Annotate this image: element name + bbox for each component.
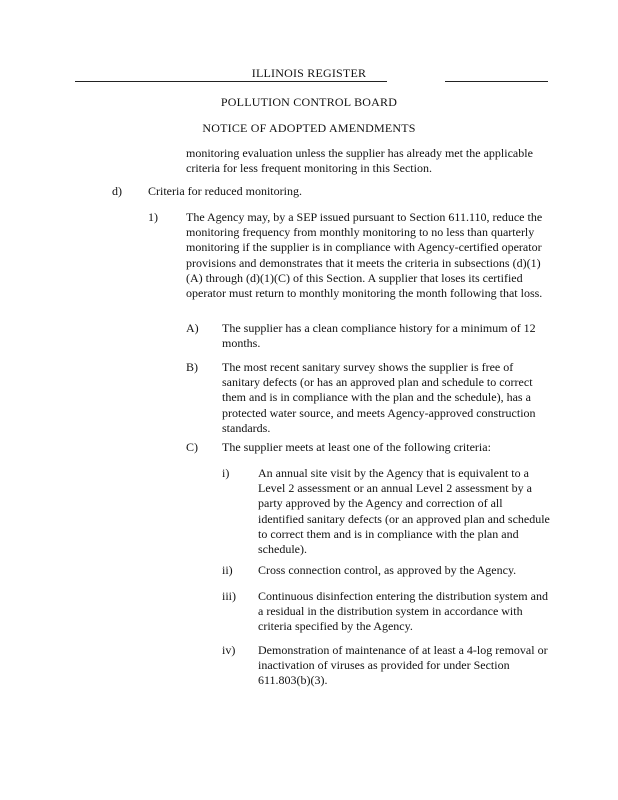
item-iv-text: Demonstration of maintenance of at least a 4-log removal or inactivation of viruses as provided for under Section 611.803(b)(3). xyxy=(258,643,548,688)
item-1-text: The Agency may, by a SEP issued pursuant to Section 611.110, reduce the monitoring frequency from monthly monitoring to no less than quarterly monitoring if the supplier is in compliance with Agency-certified operator provisions and demonstrates that it meets the criteria in subsections (d)(1)(A) through (d)(1)(C) of this Section. A supplier that loses its certified operator must return to monthly monitoring the month following that loss. xyxy=(186,210,543,301)
item-ii-label: ii) xyxy=(222,563,233,577)
item-iii-label: iii) xyxy=(222,589,236,603)
item-B-label: B) xyxy=(186,360,198,374)
item-A-label: A) xyxy=(186,321,199,335)
subsection-d-text: Criteria for reduced monitoring. xyxy=(148,184,302,198)
item-1-label: 1) xyxy=(148,210,158,224)
item-C-text: The supplier meets at least one of the following criteria: xyxy=(222,440,491,454)
item-i-text: An annual site visit by the Agency that is equivalent to a Level 2 assessment or an annual Level 2 assessment by a party approved by the Agency and correction of all identified sanitary defects (or an approved plan and schedule to correct them and is in compliance with the plan and schedule). xyxy=(258,466,550,557)
item-ii-text: Cross connection control, as approved by the Agency. xyxy=(258,563,517,577)
board-title: POLLUTION CONTROL BOARD xyxy=(220,95,398,109)
subsection-d-label: d) xyxy=(112,184,122,198)
item-i-label: i) xyxy=(222,466,230,480)
notice-title: NOTICE OF ADOPTED AMENDMENTS xyxy=(202,121,416,135)
item-iii-text: Continuous disinfection entering the distribution system and a residual in the distribution system in accordance with criteria specified by the Agency. xyxy=(258,589,548,634)
item-B-text: The most recent sanitary survey shows the supplier is free of sanitary defects (or has an approved plan and schedule to correct them and is in compliance with the plan and the schedule), has a protected water source, and meets Agency-approved construction standards. xyxy=(222,360,536,435)
item-A-text: The supplier has a clean compliance history for a minimum of 12 months. xyxy=(222,321,536,351)
continuation-paragraph: monitoring evaluation unless the supplier has already met the applicable criteria for less frequent monitoring in this Section. xyxy=(186,146,533,176)
item-C-label: C) xyxy=(186,440,198,454)
item-iv-label: iv) xyxy=(222,643,236,657)
register-title: ILLINOIS REGISTER xyxy=(251,66,367,80)
